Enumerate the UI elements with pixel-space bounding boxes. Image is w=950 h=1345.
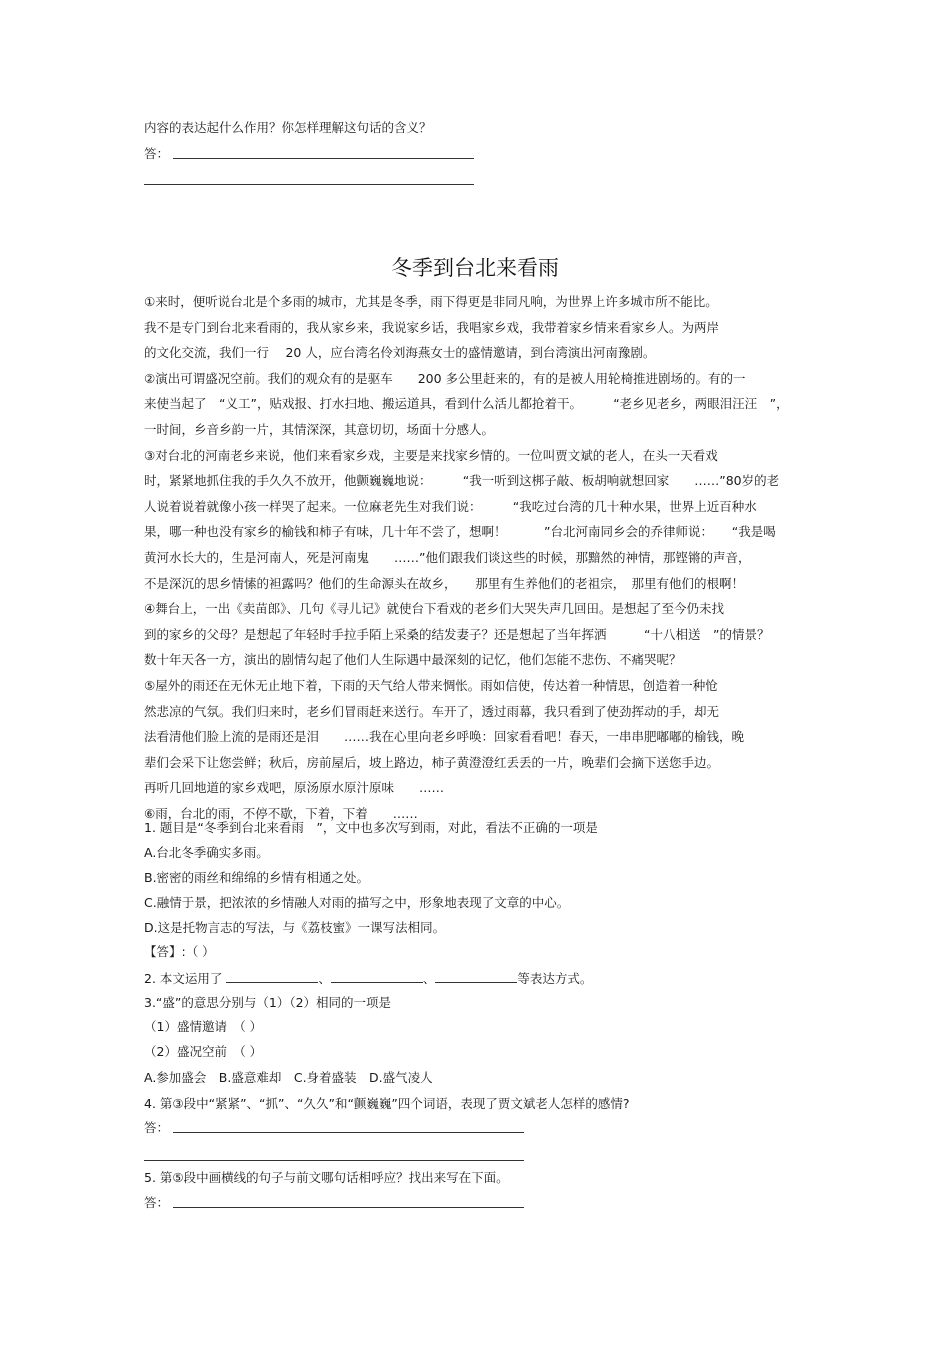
blank-1[interactable]	[226, 970, 318, 983]
article-line: 的文化交流，我们一行 20 人，应台湾名伶刘海燕女士的盛情邀请，到台湾演出河南豫剧。	[144, 345, 656, 361]
article-line: 一时间，乡音乡韵一片，其情深深，其意切切，场面十分感人。	[144, 422, 495, 437]
answer-line	[173, 1207, 524, 1208]
answer-line	[173, 158, 474, 159]
blank-3[interactable]	[435, 970, 517, 983]
question-4: 4. 第③段中“紧紧”、“抓”、“久久”和“颤巍巍”四个词语，表现了贾文斌老人怎样的感情?	[144, 1096, 630, 1111]
question-2	[144, 970, 592, 987]
article-line: 人说着说着就像小孩一样哭了起来。一位麻老先生对我们说： “我吃过台湾的几十种水果，世界上近百种水	[144, 498, 757, 514]
question-3-item-1: （1）盛情邀请 （ ）	[144, 1019, 263, 1034]
article-line: 不是深沉的思乡情愫的袒露吗？他们的生命源头在故乡， 那里有生养他们的老祖宗， 那里有他们的根啊！	[144, 575, 745, 591]
question-2-suffix: 等表达方式。	[517, 971, 593, 986]
article-line: 数十年天各一方，演出的剧情勾起了他们人生际遇中最深刻的记忆，他们怎能不悲伤、不痛哭呢？	[144, 652, 682, 668]
answer-label: 答：	[144, 1120, 170, 1135]
blank-2[interactable]	[331, 970, 423, 983]
article-line: 再听几回地道的家乡戏吧，原汤原水原汁原味 ……	[144, 780, 445, 796]
answer-bracket: 【答】:（ ）	[144, 944, 215, 959]
answer-label: 答：	[144, 146, 170, 161]
separator: 、	[318, 971, 331, 986]
article-line: ⑥雨，台北的雨，不停不歇，下着，下着 ……	[144, 806, 418, 821]
question-3-options: A.参加盛会 B.盛意难却 C.身着盛装 D.盛气凌人	[144, 1070, 433, 1085]
article-line: ③对台北的河南老乡来说，他们来看家乡戏，主要是来找家乡情的。一位叫贾文斌的老人，在头一天看戏	[144, 447, 718, 463]
article-line: 来使当起了 “义工”，贴戏报、打水扫地、搬运道具，看到什么活儿都抢着干。 “老乡见老乡，两眼泪汪汪 ”，	[144, 396, 789, 412]
option-a: A.台北冬季确实多雨。	[144, 845, 269, 860]
article-line: ①来时，便听说台北是个多雨的城市，尤其是冬季，雨下得更是非同凡响，为世界上许多城市所不能比。	[144, 294, 718, 309]
question-2-prefix: 2. 本文运用了	[144, 971, 223, 986]
article-line: 到的家乡的父母？是想起了年轻时手拉手陌上采桑的结发妻子？还是想起了当年挥洒 “十八相送 ”的情景？	[144, 626, 770, 642]
top-question-line: 内容的表达起什么作用？你怎样理解这句话的含义？	[144, 120, 432, 135]
article-line: 法看清他们脸上流的是雨还是泪 ……我在心里向老乡呼唤：回家看看吧！春天，一串串肥嘟嘟的榆钱，晚	[144, 729, 745, 745]
option-c: C.融情于景，把浓浓的乡情融人对雨的描写之中，形象地表现了文章的中心。	[144, 895, 570, 910]
answer-label: 答：	[144, 1195, 170, 1210]
article-line: ⑤屋外的雨还在无休无止地下着，下雨的天气给人带来惆怅。雨如信使，传达着一种情思，创造着一种怆	[144, 678, 718, 693]
option-b: B.密密的雨丝和绵绵的乡情有相通之处。	[144, 870, 370, 885]
question-3: 3.“盛”的意思分别与（1）（2）相同的一项是	[144, 995, 392, 1010]
article-line: 然悲凉的气氛。我们归来时，老乡们冒雨赶来送行。车开了，透过雨幕，我只看到了使劲挥动的手，却无	[144, 703, 720, 719]
option-d: D.这是托物言志的写法，与《荔枝蜜》一课写法相同。	[144, 920, 446, 935]
article-line: ④舞台上，一出《卖苗郎》、几句《寻儿记》就使台下看戏的老乡们大哭失声几回田。是想起了至今仍未找	[144, 601, 724, 617]
article-title: 冬季到台北来看雨	[391, 256, 559, 280]
article-line: ②演出可谓盛况空前。我们的观众有的是驱车 200 多公里赶来的，有的是被人用轮椅推进剧场的。有的一	[144, 370, 746, 386]
article-line: 果，哪一种也没有家乡的榆钱和柿子有味，几十年不尝了，想啊！ ”台北河南同乡会的乔律师说： “我是喝	[144, 524, 776, 540]
article-line: 辈们会采下让您尝鲜；秋后，房前屋后，坡上路边，柿子黄澄澄红丢丢的一片，晚辈们会摘下送您手边。	[144, 754, 720, 770]
answer-line	[144, 184, 474, 185]
separator: 、	[422, 971, 436, 986]
question-1: 1. 题目是“冬季到台北来看雨 ”，文中也多次写到雨，对此，看法不正确的一项是	[144, 820, 598, 835]
article-line: 黄河水长大的，生是河南人，死是河南鬼 ……”他们跟我们谈这些的时候，那黯然的神情，那铿锵的声音，	[144, 550, 751, 565]
question-3-item-2: （2）盛况空前 （ ）	[144, 1044, 263, 1059]
answer-line	[144, 1160, 524, 1161]
question-5: 5. 第⑤段中画横线的句子与前文哪句话相呼应？找出来写在下面。	[144, 1170, 509, 1185]
answer-line	[173, 1132, 524, 1133]
article-line: 我不是专门到台北来看雨的，我从家乡来，我说家乡话，我唱家乡戏，我带着家乡情来看家乡人。为两岸	[144, 319, 720, 335]
article-line: 时，紧紧地抓住我的手久久不放开，他颤巍巍地说： “我一听到这梆子敲、板胡响就想回家 ……”80岁的老	[144, 473, 780, 489]
